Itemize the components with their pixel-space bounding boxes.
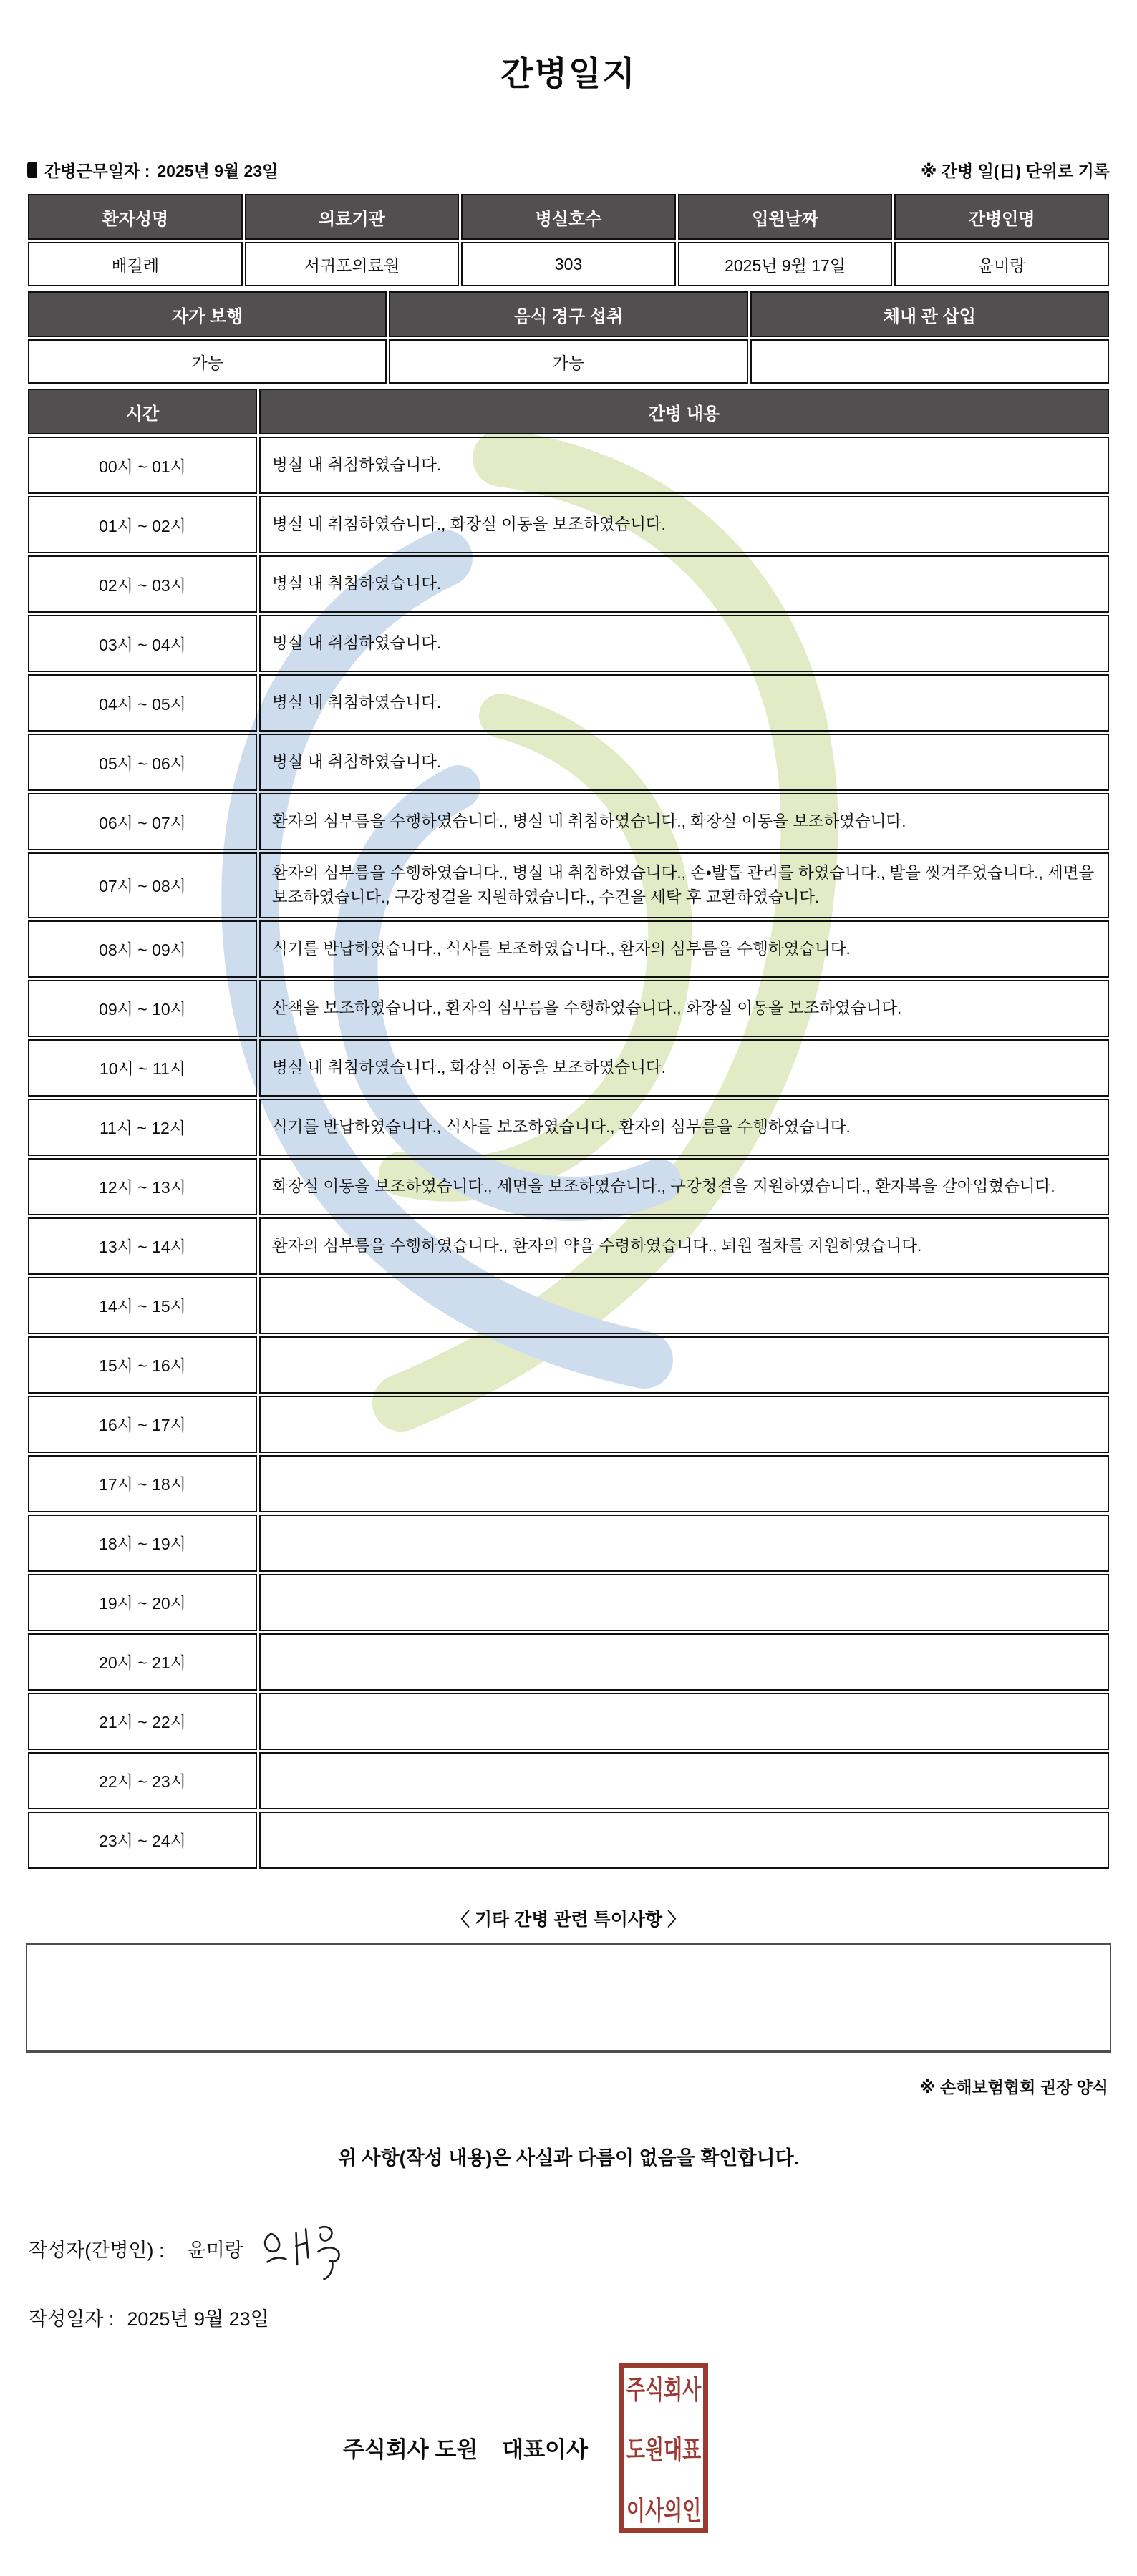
header-medical-institution: 의료기관 xyxy=(245,194,460,240)
content-cell: 환자의 심부름을 수행하였습니다., 병실 내 취침하였습니다., 화장실 이동을 보조하였습니다. xyxy=(259,793,1109,850)
company-name: 주식회사 도원 xyxy=(342,2437,478,2462)
content-cell: 병실 내 취침하였습니다., 화장실 이동을 보조하였습니다. xyxy=(259,496,1109,553)
table-row xyxy=(28,980,1109,1037)
time-cell: 16시 ~ 17시 xyxy=(28,1396,257,1453)
time-cell: 10시 ~ 11시 xyxy=(28,1039,257,1097)
table-row xyxy=(28,1515,1109,1572)
time-cell: 02시 ~ 03시 xyxy=(28,555,257,613)
time-cell: 09시 ~ 10시 xyxy=(28,980,257,1037)
content-cell: 병실 내 취침하였습니다. xyxy=(259,437,1109,494)
table-row xyxy=(28,674,1109,732)
value-medical-institution: 서귀포의료원 xyxy=(245,242,460,286)
header-care-content: 간병 내용 xyxy=(259,389,1109,434)
time-cell: 15시 ~ 16시 xyxy=(28,1336,257,1394)
content-cell xyxy=(259,1812,1109,1869)
header-self-walking: 자가 보행 xyxy=(28,291,387,337)
written-date-label: 작성일자 : xyxy=(29,2308,115,2330)
status-header-row xyxy=(28,291,1109,337)
content-cell xyxy=(259,1574,1109,1631)
value-tube-insertion xyxy=(750,339,1109,384)
table-row xyxy=(28,793,1109,850)
table-row xyxy=(28,437,1109,494)
time-cell: 04시 ~ 05시 xyxy=(28,674,257,732)
table-row xyxy=(28,555,1109,613)
table-row xyxy=(28,734,1109,791)
content-cell: 식기를 반납하였습니다., 식사를 보조하였습니다., 환자의 심부름을 수행하였습니다. xyxy=(259,1099,1109,1156)
value-admission-date: 2025년 9월 17일 xyxy=(678,242,893,286)
company-line xyxy=(343,2431,588,2464)
time-cell: 01시 ~ 02시 xyxy=(28,496,257,553)
content-cell: 병실 내 취침하였습니다. xyxy=(259,555,1109,613)
writer-label: 작성자(간병인) : xyxy=(29,2240,165,2261)
table-row xyxy=(28,496,1109,553)
time-cell: 14시 ~ 15시 xyxy=(28,1277,257,1334)
work-date-line xyxy=(27,158,278,182)
care-log-table xyxy=(26,387,1111,1871)
company-seal-row xyxy=(0,2363,1137,2533)
corporate-seal-stamp xyxy=(619,2363,708,2533)
value-caregiver-name: 윤미랑 xyxy=(894,242,1109,286)
table-row xyxy=(28,1574,1109,1631)
table-row xyxy=(28,1099,1109,1156)
notes-box xyxy=(26,1943,1111,2053)
patient-status-table xyxy=(26,289,1111,386)
time-cell: 21시 ~ 22시 xyxy=(28,1693,257,1750)
time-cell: 05시 ~ 06시 xyxy=(28,734,257,791)
writer-line xyxy=(29,2216,1137,2282)
table-row xyxy=(28,852,1109,918)
patient-value-row xyxy=(28,242,1109,286)
table-row xyxy=(28,1336,1109,1394)
content-cell: 화장실 이동을 보조하였습니다., 세면을 보조하였습니다., 구강청결을 지원하였습니다., 환자복을 갈아입혔습니다. xyxy=(259,1158,1109,1215)
content-cell: 병실 내 취침하였습니다. xyxy=(259,615,1109,672)
table-row xyxy=(28,1396,1109,1453)
handwritten-signature xyxy=(253,2215,367,2291)
seal-line: 주식회사 xyxy=(626,2375,702,2404)
content-cell xyxy=(259,1752,1109,1809)
header-caregiver-name: 간병인명 xyxy=(894,194,1109,240)
value-oral-intake: 가능 xyxy=(389,339,747,384)
time-cell: 22시 ~ 23시 xyxy=(28,1752,257,1809)
status-value-row xyxy=(28,339,1109,384)
time-cell: 06시 ~ 07시 xyxy=(28,793,257,850)
content-cell: 환자의 심부름을 수행하였습니다., 병실 내 취침하였습니다., 손•발톱 관리를 하였습니다., 발을 씻겨주었습니다., 세면을 보조하였습니다., 구강청결을 지원하였습니다., 수건을 세탁 후 교환하였습니다. xyxy=(259,852,1109,918)
time-cell: 11시 ~ 12시 xyxy=(28,1099,257,1156)
unit-note: ※ 간병 일(日) 단위로 기록 xyxy=(921,162,1110,180)
patient-info-table xyxy=(26,192,1111,288)
content-cell: 환자의 심부름을 수행하였습니다., 환자의 약을 수령하였습니다., 퇴원 절차를 지원하였습니다. xyxy=(259,1217,1109,1275)
table-row xyxy=(28,1217,1109,1275)
content-cell: 병실 내 취침하였습니다., 화장실 이동을 보조하였습니다. xyxy=(259,1039,1109,1097)
page-title: 간병일지 xyxy=(500,54,637,92)
ceo-title: 대표이사 xyxy=(502,2437,589,2462)
content-cell: 식기를 반납하였습니다., 식사를 보조하였습니다., 환자의 심부름을 수행하였습니다. xyxy=(259,920,1109,978)
writer-name: 윤미랑 xyxy=(187,2240,243,2261)
table-row xyxy=(28,1158,1109,1215)
table-row xyxy=(28,920,1109,978)
seal-line: 도원대표 xyxy=(626,2435,702,2465)
content-cell xyxy=(259,1396,1109,1453)
header-admission-date: 입원날짜 xyxy=(678,194,893,240)
table-row xyxy=(28,615,1109,672)
header-oral-intake: 음식 경구 섭취 xyxy=(389,291,747,337)
content-cell: 병실 내 취침하였습니다. xyxy=(259,734,1109,791)
value-self-walking: 가능 xyxy=(28,339,387,384)
time-cell: 19시 ~ 20시 xyxy=(28,1574,257,1631)
header-room-number: 병실호수 xyxy=(461,194,676,240)
form-note: ※ 손해보험협회 권장 양식 xyxy=(919,2077,1108,2096)
confirmation-statement: 위 사항(작성 내용)은 사실과 다름이 없음을 확인합니다. xyxy=(337,2147,800,2169)
value-patient-name: 배길례 xyxy=(28,242,243,286)
time-cell: 00시 ~ 01시 xyxy=(28,437,257,494)
content-cell xyxy=(259,1336,1109,1394)
time-cell: 07시 ~ 08시 xyxy=(28,852,257,918)
content-cell xyxy=(259,1633,1109,1691)
time-cell: 23시 ~ 24시 xyxy=(28,1812,257,1869)
content-cell: 산책을 보조하였습니다., 환자의 심부름을 수행하였습니다., 화장실 이동을 보조하였습니다. xyxy=(259,980,1109,1037)
header-tube-insertion: 체내 관 삽입 xyxy=(750,291,1109,337)
time-cell: 13시 ~ 14시 xyxy=(28,1217,257,1275)
header-time: 시간 xyxy=(28,389,257,434)
time-cell: 08시 ~ 09시 xyxy=(28,920,257,978)
time-cell: 18시 ~ 19시 xyxy=(28,1515,257,1572)
content-cell xyxy=(259,1693,1109,1750)
meta-row xyxy=(27,158,1110,182)
patient-header-row xyxy=(28,194,1109,240)
table-row xyxy=(28,1752,1109,1809)
notes-heading: 〈 기타 간병 관련 특이사항 〉 xyxy=(451,1909,686,1930)
table-row xyxy=(28,1277,1109,1334)
content-cell xyxy=(259,1455,1109,1512)
time-cell: 03시 ~ 04시 xyxy=(28,615,257,672)
table-row xyxy=(28,1633,1109,1691)
square-bullet-icon xyxy=(27,162,37,178)
table-row xyxy=(28,1812,1109,1869)
work-date-value: 2025년 9월 23일 xyxy=(157,162,279,180)
written-date-line xyxy=(29,2303,1137,2331)
table-row xyxy=(28,1455,1109,1512)
log-header-row xyxy=(28,389,1109,434)
content-cell xyxy=(259,1515,1109,1572)
work-date-label: 간병근무일자 : xyxy=(44,162,150,180)
value-room-number: 303 xyxy=(461,242,676,286)
table-row xyxy=(28,1039,1109,1097)
content-cell xyxy=(259,1277,1109,1334)
content-cell: 병실 내 취침하였습니다. xyxy=(259,674,1109,732)
header-patient-name: 환자성명 xyxy=(28,194,243,240)
time-cell: 12시 ~ 13시 xyxy=(28,1158,257,1215)
seal-line: 이사의인 xyxy=(626,2496,702,2525)
table-row xyxy=(28,1693,1109,1750)
written-date-value: 2025년 9월 23일 xyxy=(127,2308,269,2330)
time-cell: 20시 ~ 21시 xyxy=(28,1633,257,1691)
time-cell: 17시 ~ 18시 xyxy=(28,1455,257,1512)
